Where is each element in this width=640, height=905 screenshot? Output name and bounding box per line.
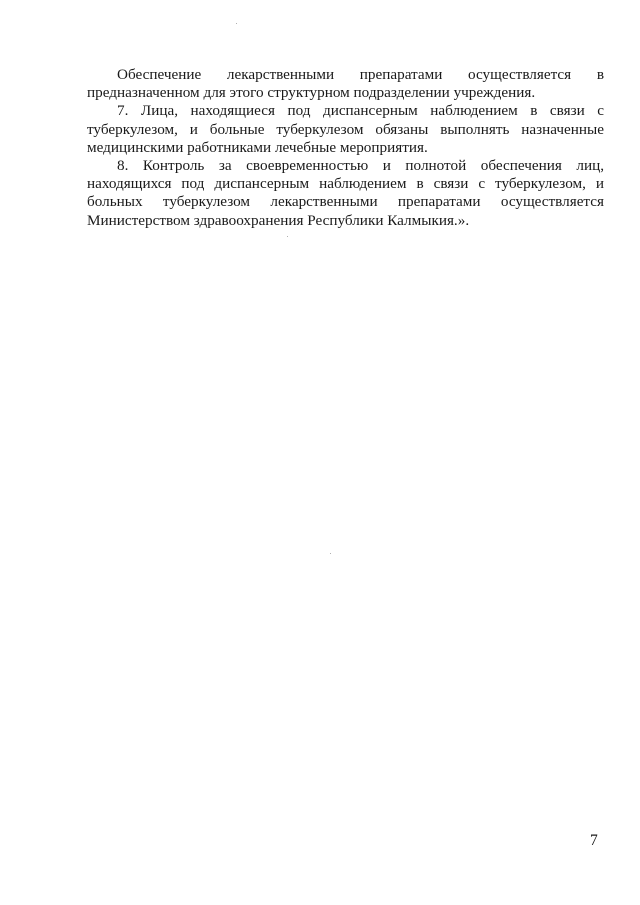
page-number: 7: [590, 832, 598, 849]
document-body: [87, 66, 604, 230]
scan-speck: [236, 23, 237, 24]
paragraph-item-8: 8. Контроль за своевременностью и полнотой обеспечения лиц, находящихся под диспансерным наблюдением в связи с туберкулезом, и больных туберкулезом лекарственными препаратами осуществляется Министерством здравоохранения Республики Калмыкия.».: [87, 157, 604, 229]
scan-speck: [287, 236, 288, 237]
paragraph-medication-supply: Обеспечение лекарственными препаратами осуществляется в предназначенном для этого структурном подразделении учреждения.: [87, 66, 604, 102]
paragraph-item-7: 7. Лица, находящиеся под диспансерным наблюдением в связи с туберкулезом, и больные туберкулезом обязаны выполнять назначенные медицинскими работниками лечебные мероприятия.: [87, 102, 604, 156]
scan-speck: [330, 553, 331, 554]
